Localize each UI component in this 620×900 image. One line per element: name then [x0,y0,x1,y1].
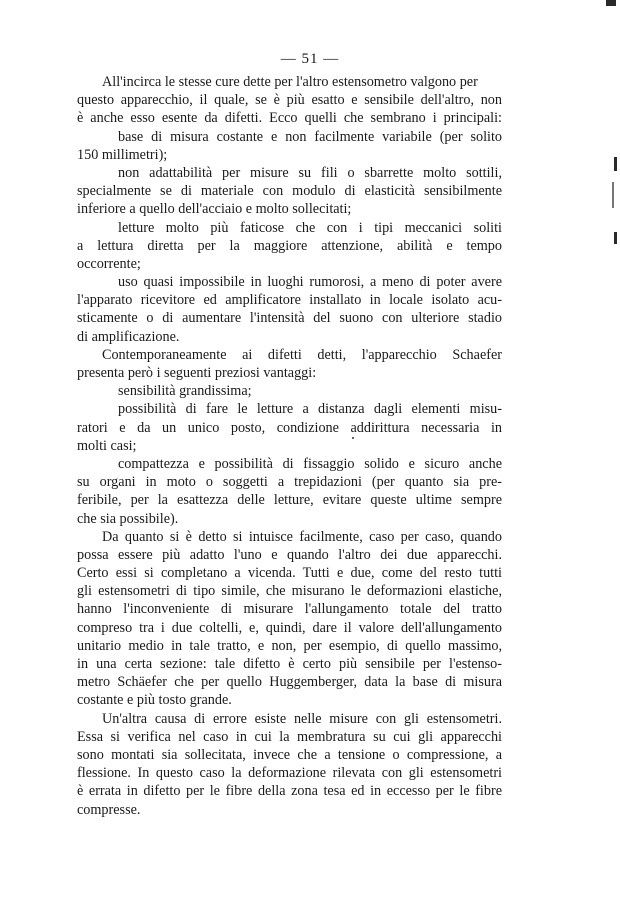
scan-edge-mark [614,232,617,244]
text-line: possibilità di fare le letture a distanza dagli elementi misu- [118,401,502,418]
text-line: su organi in moto o soggetti a trepidazioni (per quanto sia pre- [77,474,502,491]
text-line: inferiore a quello dell'acciaio e molto sollecitati; [77,201,352,218]
text-line: Un'altra causa di errore esiste nelle misure con gli estensometri. [102,710,502,727]
text-line: costante e più tosto grande. [77,692,232,709]
page-number: — 51 — [280,51,340,67]
text-line: sensibilità grandissima; [118,383,252,400]
text-line: a lettura diretta per la maggiore attenzione, abilità e tempo [77,237,502,254]
text-line: flessione. In questo caso la deformazione rilevata con gli estensometri [77,765,502,782]
text-line: è anche esso esente da difetti. Ecco quelli che sembrano i principali: [77,110,502,127]
text-line: feribile, per la esattezza delle letture, evitare queste ultime sempre [77,492,502,509]
text-line: occorrente; [77,255,141,272]
text-line: Essa si verifica nel caso in cui la membratura su cui gli apparecchi [77,728,502,745]
text-line: gli estensometri di tipo simile, che misurano le deformazioni elastiche, [77,583,502,600]
text-line: compresse. [77,801,141,818]
text-line: Contemporaneamente ai difetti detti, l'apparecchio Schaefer [102,346,502,363]
text-line: sono montati sia sollecitata, invece che a tensione o compressione, a [77,746,502,763]
text-line: compreso tra i due coltelli, e, quindi, dare il valore dell'allungamento [77,619,502,636]
text-line: questo apparecchio, il quale, se è più esatto e sensibile dell'altro, non [77,92,502,109]
text-line: Da quanto si è detto si intuisce facilmente, caso per caso, quando [102,528,502,545]
text-line: non adattabilità per misure su fili o sbarrette molto sottili, [118,164,502,181]
text-line: letture molto più faticose che con i tipi meccanici soliti [118,219,502,236]
text-line: hanno l'inconveniente di misurare l'allungamento totale del tratto [77,601,502,618]
ink-speck [352,437,354,439]
text-line: è errata in difetto per le fibre della zona tesa ed in eccesso per le fibre [77,783,502,800]
text-line: di amplificazione. [77,328,180,345]
text-line: uso quasi impossibile in luoghi rumorosi, a meno di poter avere [118,274,502,291]
text-line: unitario medio in tale tratto, e non, per esempio, di quello massimo, [77,637,502,654]
text-line: che sia possibile). [77,510,179,527]
text-line: presenta però i seguenti preziosi vantaggi: [77,365,317,381]
text-line: Certo essi si completano a vicenda. Tutti e due, come del resto tutti [77,565,502,582]
text-line: molti casi; [77,437,137,454]
text-line: l'apparato ricevitore ed amplificatore installato in locale isolato acu- [77,292,502,309]
text-line: possa essere più adatto l'uno e quando l'altro dei due apparecchi. [77,546,502,563]
text-line: metro Schäefer che per quello Huggemberger, data la base di misura [77,674,502,691]
text-line: 150 millimetri); [77,146,168,163]
body-text [77,73,502,819]
scan-edge-mark [606,0,616,6]
scan-edge-mark [612,182,614,208]
text-line: ratori e da un unico posto, condizione addirittura necessaria in [77,419,502,436]
text-line: sticamente o di aumentare l'intensità del suono con ulteriore stadio [77,310,502,327]
text-line: All'incirca le stesse cure dette per l'altro estensometro valgono per [102,74,478,90]
text-line: compattezza e possibilità di fissaggio solido e sicuro anche [118,455,502,472]
text-line: in una certa sezione: tale difetto è certo più sensibile per l'estenso- [77,656,502,672]
text-line: specialmente se di materiale con modulo di elasticità sensibilmente [77,183,502,200]
text-line: base di misura costante e non facilmente variabile (per solito [118,128,502,145]
scan-edge-mark [614,157,617,171]
